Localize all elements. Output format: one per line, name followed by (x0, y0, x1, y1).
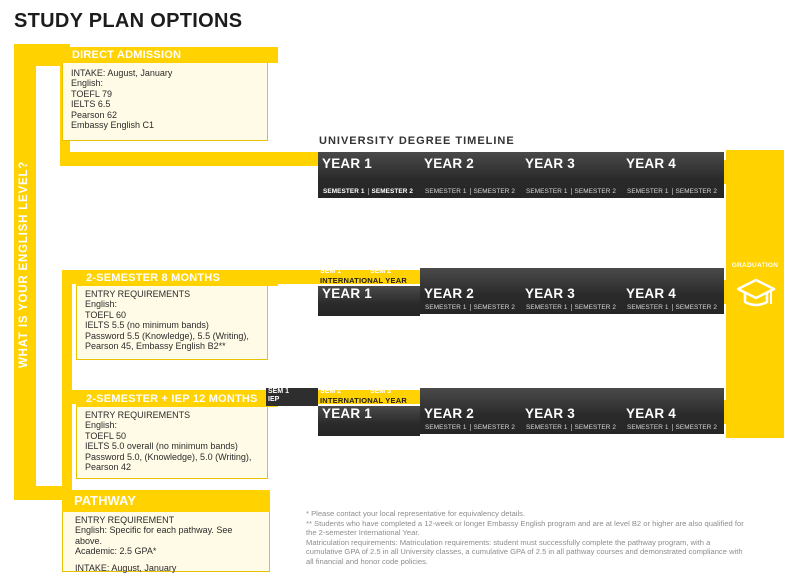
two-sem-line: Pearson 45, Embassy English B2** (85, 341, 226, 352)
pathway-box (62, 512, 270, 572)
footnote: Matriculation requirements: Matriculation requirements: student must successfully complete the pathway program, with a cumulative GPA of 2.5 in all University classes, a cumulative GPA of 2.5 in all pathway courses and demonstrated compliance with all financial and honor code policies. (306, 537, 743, 566)
timeline-title: UNIVERSITY DEGREE TIMELINE (319, 135, 515, 147)
direct-admission-box (62, 63, 268, 141)
two-sem-line: IELTS 5.5 (no minimum bands) (85, 320, 209, 331)
bracket-inner (36, 64, 58, 488)
iep-box (76, 407, 268, 479)
pathway-line: English: Specific for each pathway. See above. (75, 525, 233, 546)
row2-year1: YEAR 1 (318, 286, 420, 316)
row2-intl-year: SEM 1 SEM 2 INTERNATIONAL YEAR (320, 268, 407, 285)
graduation-bar: GRADUATION (726, 150, 784, 438)
iep-line: English: (85, 420, 118, 431)
footnote: ** Students who have completed a 12-week or longer Embassy English program and are at level B2 or higher are also qualified for the 2-semester International Year. (306, 518, 744, 538)
two-semester-header: 2-SEMESTER 8 MONTHS (76, 270, 278, 286)
row2-year2: YEAR 2 SEMESTER 1 SEMESTER 2 (420, 268, 522, 314)
row3-year4: YEAR 4 SEMESTER 1 SEMESTER 2 (622, 388, 724, 434)
direct-line: TOEFL 79 (71, 88, 113, 99)
pathway-line: INTAKE: August, January (75, 562, 177, 573)
direct-line: Embassy English C1 (71, 120, 155, 131)
two-sem-line: English: (85, 299, 118, 310)
row3-year3: YEAR 3 SEMESTER 1 SEMESTER 2 (521, 388, 623, 434)
row2-year4: YEAR 4 SEMESTER 1 SEMESTER 2 (622, 268, 724, 314)
iep-line: ENTRY REQUIREMENTS (85, 410, 191, 420)
row3-intl-year: SEM 2 SEM 3 INTERNATIONAL YEAR (320, 388, 407, 405)
two-semester-box (76, 286, 268, 360)
row3-iep-tag: SEM 1 IEP (266, 388, 318, 406)
row3-year2: YEAR 2 SEMESTER 1 SEMESTER 2 (420, 388, 522, 434)
iep-line: IELTS 5.0 overall (no minimum bands) (85, 441, 238, 452)
direct-line: IELTS 6.5 (71, 99, 111, 110)
row1-year2: YEAR 2 SEMESTER 1 SEMESTER 2 (420, 152, 522, 198)
pathway-header (62, 490, 270, 512)
iep-line: Password 5.0, (Knowledge), 5.0 (Writing), (85, 451, 252, 462)
iep-line: Pearson 42 (85, 462, 132, 473)
footnote: * Please contact your local representative for equivalency details. (306, 509, 526, 518)
row1-year4: YEAR 4 SEMESTER 1 SEMESTER 2 (622, 152, 724, 198)
row1-year1: YEAR 1 SEMESTER 1 SEMESTER 2 (318, 152, 420, 198)
two-sem-line: Password 5.5 (Knowledge), 5.5 (Writing), (85, 330, 249, 341)
two-sem-line: TOEFL 60 (85, 309, 127, 320)
row1-year3: YEAR 3 SEMESTER 1 SEMESTER 2 (521, 152, 623, 198)
direct-line: English: (71, 78, 104, 89)
row2-year3: YEAR 3 SEMESTER 1 SEMESTER 2 (521, 268, 623, 314)
two-sem-line: ENTRY REQUIREMENTS (85, 289, 191, 299)
page-title: STUDY PLAN OPTIONS (14, 10, 243, 32)
iep-header: 2-SEMESTER + IEP 12 MONTHS (76, 391, 278, 407)
iep-line: TOEFL 50 (85, 430, 127, 441)
pathway-line: Academic: 2.5 GPA* (75, 546, 157, 557)
row3-year1: YEAR 1 (318, 406, 420, 436)
direct-line: Pearson 62 (71, 109, 118, 120)
direct-line: INTAKE: August, January (71, 68, 173, 78)
footnotes (306, 509, 746, 567)
pathway-line: ENTRY REQUIREMENT (75, 515, 175, 525)
graduation-cap-icon (736, 274, 776, 314)
pathway-title: PATHWAY (74, 493, 136, 508)
direct-admission-header: DIRECT ADMISSION (62, 47, 278, 63)
